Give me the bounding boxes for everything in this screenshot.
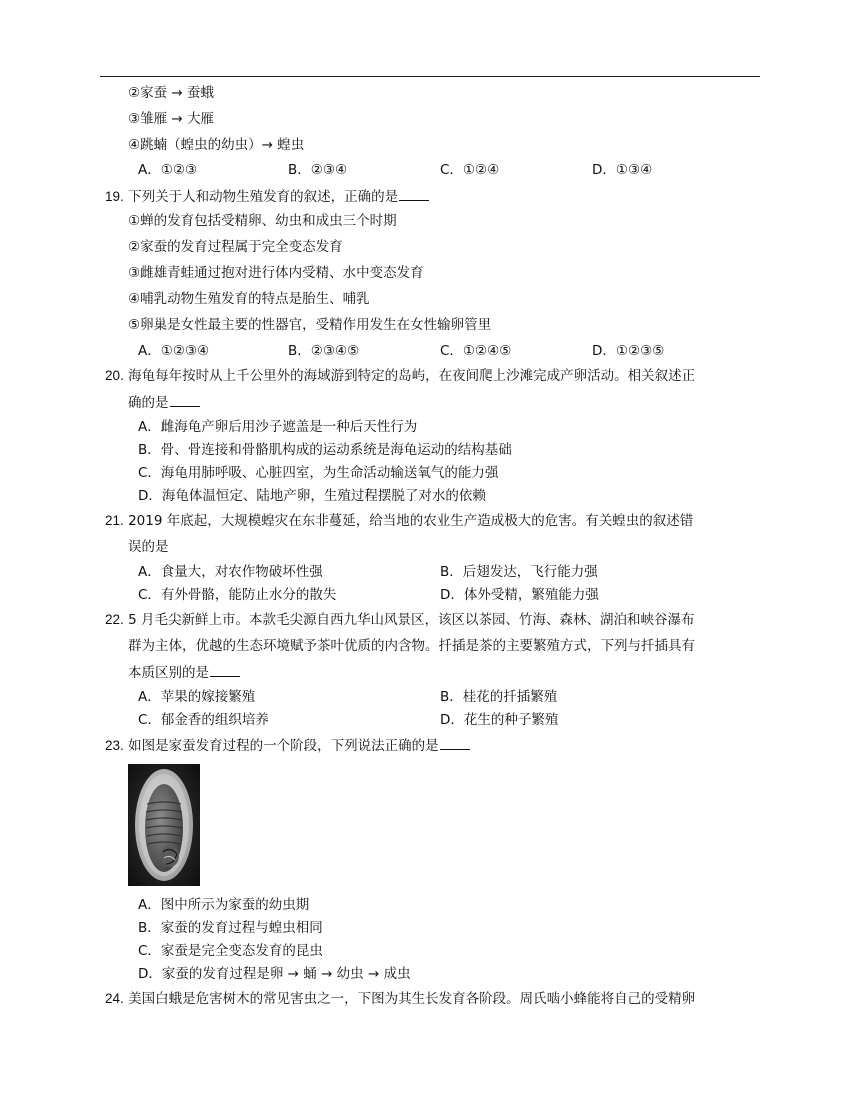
q19-item-5: ⑤卵巢是女性最主要的性器官，受精作用发生在女性输卵管里 (128, 317, 492, 333)
q18-option-b[interactable]: B．②③④ (288, 162, 348, 178)
header-rule (100, 76, 760, 77)
q20-text-1: 海龟每年按时从上千公里外的海域游到特定的岛屿，在夜间爬上沙滩完成产卵活动。相关叙述正 (128, 368, 696, 384)
q18-item-3: ③雏雁 → 大雁 (128, 111, 214, 127)
q20-option-c[interactable]: C．海龟用肺呼吸、心脏四室，为生命活动输送氧气的能力强 (138, 465, 499, 481)
q18-option-d[interactable]: D．①③④ (592, 162, 653, 178)
q20-option-b[interactable]: B．骨、骨连接和骨骼肌构成的运动系统是海龟运动的结构基础 (138, 442, 512, 458)
q20-number: 20. (105, 368, 124, 383)
q23-option-d[interactable]: D．家蚕的发育过程是卵 → 蛹 → 幼虫 → 成虫 (138, 966, 411, 982)
q23-answer-blank[interactable] (440, 736, 470, 750)
q19-number: 19. (105, 189, 124, 204)
q22-stem-line-1 (105, 611, 694, 629)
q19-item-3: ③雌雄青蛙通过抱对进行体内受精、水中变态发育 (128, 265, 424, 281)
q22-option-a[interactable]: A．苹果的嫁接繁殖 (138, 689, 256, 705)
q22-text-3: 本质区别的是 (128, 665, 209, 681)
q23-stem (105, 736, 470, 755)
q21-stem-line-1 (105, 512, 693, 530)
silkworm-pupa-image (128, 764, 200, 886)
q22-text-1: 5 月毛尖新鲜上市。本款毛尖源自西九华山风景区，该区以茶园、竹海、森林、湖泊和峡谷瀑布 (128, 612, 695, 628)
q19-answer-blank[interactable] (399, 187, 429, 201)
q19-item-1: ①蝉的发育包括受精卵、幼虫和成虫三个时期 (128, 213, 397, 229)
q19-stem (105, 187, 429, 206)
q18-item-4: ④跳蝻（蝗虫的幼虫）→ 蝗虫 (128, 137, 305, 153)
q19-option-a[interactable]: A．①②③④ (138, 343, 210, 359)
q23-text: 如图是家蚕发育过程的一个阶段，下列说法正确的是 (128, 738, 439, 754)
q18-option-c[interactable]: C．①②④ (440, 162, 500, 178)
q21-number: 21. (105, 513, 124, 528)
q19-item-2: ②家蚕的发育过程属于完全变态发育 (128, 239, 343, 255)
q24-stem (105, 990, 695, 1008)
q19-option-b[interactable]: B．②③④⑤ (288, 343, 360, 359)
q22-option-c[interactable]: C．郁金香的组织培养 (138, 712, 269, 728)
q22-option-b[interactable]: B．桂花的扦插繁殖 (440, 689, 558, 705)
q19-item-4: ④哺乳动物生殖发育的特点是胎生、哺乳 (128, 291, 370, 307)
q22-stem-line-2: 群为主体，优越的生态环境赋予茶叶优质的内含物。扦插是茶的主要繁殖方式，下列与扦插具有 (128, 638, 695, 654)
q21-option-c[interactable]: C．有外骨骼，能防止水分的散失 (138, 587, 337, 603)
q22-number: 22. (105, 612, 124, 627)
q21-option-d[interactable]: D．体外受精，繁殖能力强 (440, 587, 599, 603)
q19-option-c[interactable]: C．①②④⑤ (440, 343, 512, 359)
q18-option-a[interactable]: A．①②③ (138, 162, 198, 178)
q20-stem-line-2 (128, 393, 200, 412)
q22-answer-blank[interactable] (210, 663, 240, 677)
q24-number: 24. (105, 991, 124, 1006)
q23-number: 23. (105, 738, 124, 753)
q21-option-a[interactable]: A．食量大，对农作物破坏性强 (138, 564, 323, 580)
q20-option-a[interactable]: A．雌海龟产卵后用沙子遮盖是一种后天性行为 (138, 419, 418, 435)
q20-text-2: 确的是 (128, 395, 169, 411)
q21-text-1: 2019 年底起，大规模蝗灾在东非蔓延，给当地的农业生产造成极大的危害。有关蝗虫的叙述错 (128, 513, 694, 529)
q23-option-c[interactable]: C．家蚕是完全变态发育的昆虫 (138, 943, 323, 959)
q21-option-b[interactable]: B．后翅发达，飞行能力强 (440, 564, 598, 580)
q20-option-d[interactable]: D．海龟体温恒定、陆地产卵，生殖过程摆脱了对水的依赖 (138, 488, 486, 504)
q23-option-a[interactable]: A．图中所示为家蚕的幼虫期 (138, 897, 310, 913)
q19-text: 下列关于人和动物生殖发育的叙述，正确的是 (128, 189, 399, 205)
q24-text: 美国白蛾是危害树木的常见害虫之一，下图为其生长发育各阶段。周氏啮小蜂能将自己的受精卵 (128, 991, 696, 1007)
q23-option-b[interactable]: B．家蚕的发育过程与蝗虫相同 (138, 920, 323, 936)
q20-stem-line-1 (105, 367, 695, 385)
q21-stem-line-2: 误的是 (128, 539, 169, 555)
q22-option-d[interactable]: D．花生的种子繁殖 (440, 712, 559, 728)
q22-stem-line-3 (128, 663, 240, 682)
q19-option-d[interactable]: D．①②③⑤ (592, 343, 665, 359)
q18-item-2: ②家蚕 → 蚕蛾 (128, 85, 214, 101)
q20-answer-blank[interactable] (170, 393, 200, 407)
